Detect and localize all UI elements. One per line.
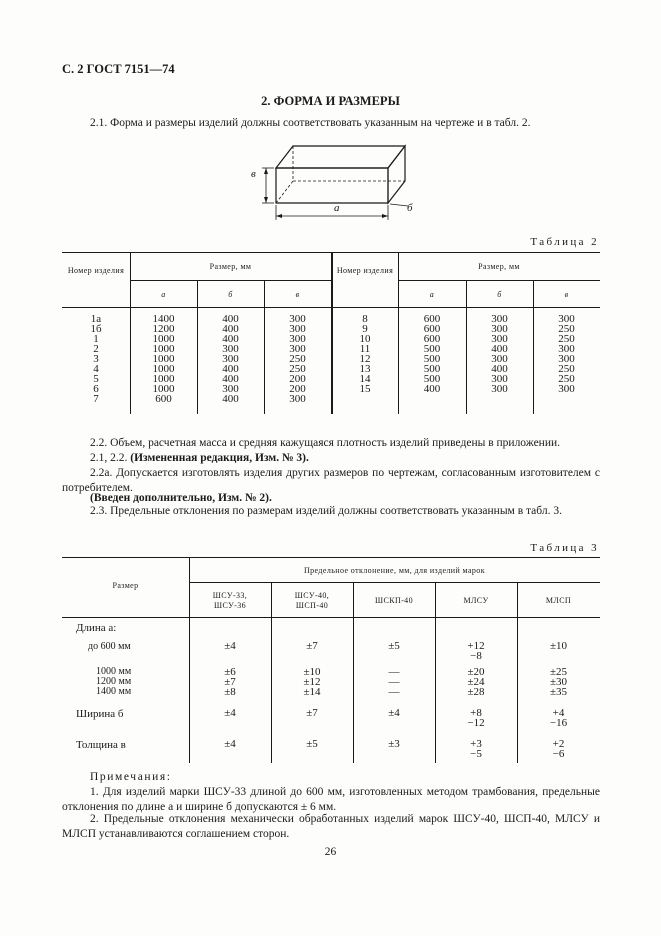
- paragraph-2-1: 2.1. Форма и размеры изделий должны соответствовать указанным на чертеже и в табл. 2.: [90, 117, 531, 129]
- table3-cell: ±10: [549, 640, 568, 652]
- table3-cell: ±7: [306, 707, 318, 719]
- section-title: 2. ФОРМА И РАЗМЕРЫ: [261, 94, 400, 108]
- paragraph-2-1-2-2-number: 2.1, 2.2.: [90, 452, 128, 464]
- table2-sub-v-left: в: [295, 290, 300, 299]
- table3-mark-4: МЛСУ: [463, 596, 489, 605]
- table2-sub-v-right: в: [564, 290, 569, 299]
- note-1: 1. Для изделий марки ШСУ-33 длиной до 600 мм, изготовленных методом трамбования, предельные отклонения по длине а и ширине б допускаются ± 6 мм.: [62, 786, 600, 813]
- paragraph-2-2: 2.2. Объем, расчетная масса и средняя кажущаяся плотность изделий приведены в приложении.: [90, 437, 561, 449]
- paragraph-2-1-2-2: [90, 451, 309, 466]
- table3-cell: — — —: [388, 666, 400, 698]
- table3-cell: ±4: [224, 738, 236, 750]
- paragraph-2-3: 2.3. Предельные отклонения по размерам изделий должны соответствовать указанным в табл. 3.: [90, 505, 562, 517]
- note-2: 2. Предельные отклонения механически обработанных изделий марок ШСУ-40, ШСП-40, МЛСУ и МЛСП устанавливаются соглашением сторон.: [62, 813, 600, 840]
- dim-label-b: б: [407, 202, 413, 214]
- table3-header-size: Размер: [112, 581, 139, 590]
- table3-cell: ±6 ±7 ±8: [224, 666, 236, 698]
- table3-cell: ±3: [388, 738, 400, 750]
- table2-col-b-right: 300 300 300 400 300 400 300 300: [491, 313, 508, 395]
- table2-col-a-left: 1400 1200 1000 1000 1000 1000 1000 1000 600: [152, 313, 175, 405]
- table3-cell: +8 −12: [467, 707, 485, 729]
- table2-caption: Таблица 2: [530, 236, 599, 248]
- table3-cell: ±10 ±12 ±14: [303, 666, 321, 698]
- table3-cell: ±5: [306, 738, 318, 750]
- table3-cell: +3 −5: [470, 738, 482, 760]
- table3-cell: ±25 ±30 ±35: [549, 666, 568, 698]
- amendment-note-2: (Введен дополнительно, Изм. № 2).: [90, 492, 272, 504]
- table2-col-v-right: 300 250 250 300 300 250 250 300: [558, 313, 575, 395]
- dim-label-v: в: [251, 168, 256, 180]
- table3-cell: +2 −6: [552, 738, 565, 760]
- table3-cell: ±4: [224, 640, 236, 652]
- table2-header-size-left: Размер, мм: [209, 262, 252, 271]
- table2-col-b-left: 400 400 400 300 300 400 400 300 400: [222, 313, 239, 405]
- table3-cell: +4 −16: [549, 707, 568, 729]
- table2-sub-a-left: а: [161, 290, 166, 299]
- table2-sub-b-right: б: [497, 290, 502, 299]
- table2-col-a-right: 600 600 600 500 500 500 500 400: [423, 313, 441, 395]
- table2-col-v-left: 300 300 300 300 250 250 200 200 300: [289, 313, 306, 405]
- table2-col-number-right: 8 9 10 11 12 13 14 15: [359, 313, 371, 395]
- table3-cell: ±4: [388, 707, 400, 719]
- paragraph-2-2a: 2.2а. Допускается изготовлять изделия других размеров по чертежам, согласованным изготовителем с потребителем.: [62, 467, 600, 494]
- table2-header-number-right: Номер изделия: [336, 266, 394, 275]
- table3-cell: ±20 ±24 ±28: [467, 666, 485, 698]
- table2-header-size-right: Размер, мм: [478, 262, 520, 271]
- table3-mark-3: ШСКП-40: [375, 596, 413, 605]
- table3-mark-5: МЛСП: [545, 596, 572, 605]
- notes-title: Примечания:: [90, 771, 172, 783]
- table2-sub-b-left: б: [228, 290, 233, 299]
- amendment-note-3: (Измененная редакция, Изм. № 3).: [130, 452, 309, 464]
- table2-col-number-left: 1а 1б 1 2 3 4 5 6 7: [90, 313, 102, 405]
- table3-row-label: Ширина б: [76, 708, 124, 720]
- table2-header-number-left: Номер изделия: [67, 266, 125, 275]
- table2: [62, 252, 600, 414]
- table2-sub-a-right: а: [429, 290, 435, 299]
- dim-label-a: а: [334, 202, 340, 214]
- table3-cell: ±7: [306, 640, 318, 652]
- table3-row-label: Толщина в: [76, 739, 126, 751]
- table3-mark-1: ШСУ-33, ШСУ-36: [212, 591, 248, 610]
- page-number: 26: [324, 846, 337, 858]
- table3-mark-2: ШСУ-40, ШСП-40: [294, 591, 330, 610]
- table3-cell: ±4: [224, 707, 236, 719]
- table3-row-label: 1000 мм 1200 мм 1400 мм: [96, 666, 132, 697]
- table3-cell: +12 −8: [467, 640, 485, 662]
- table3-caption: Таблица 3: [530, 542, 599, 554]
- table3: [62, 557, 600, 763]
- brick-drawing: [240, 138, 430, 228]
- table3-cell: ±5: [388, 640, 400, 652]
- table3-row-label: до 600 мм: [88, 641, 131, 652]
- page-header: С. 2 ГОСТ 7151—74: [62, 62, 175, 76]
- table3-header-deviation: Предельное отклонение, мм, для изделий марок: [303, 566, 485, 575]
- table3-length-label: Длина а:: [76, 622, 117, 634]
